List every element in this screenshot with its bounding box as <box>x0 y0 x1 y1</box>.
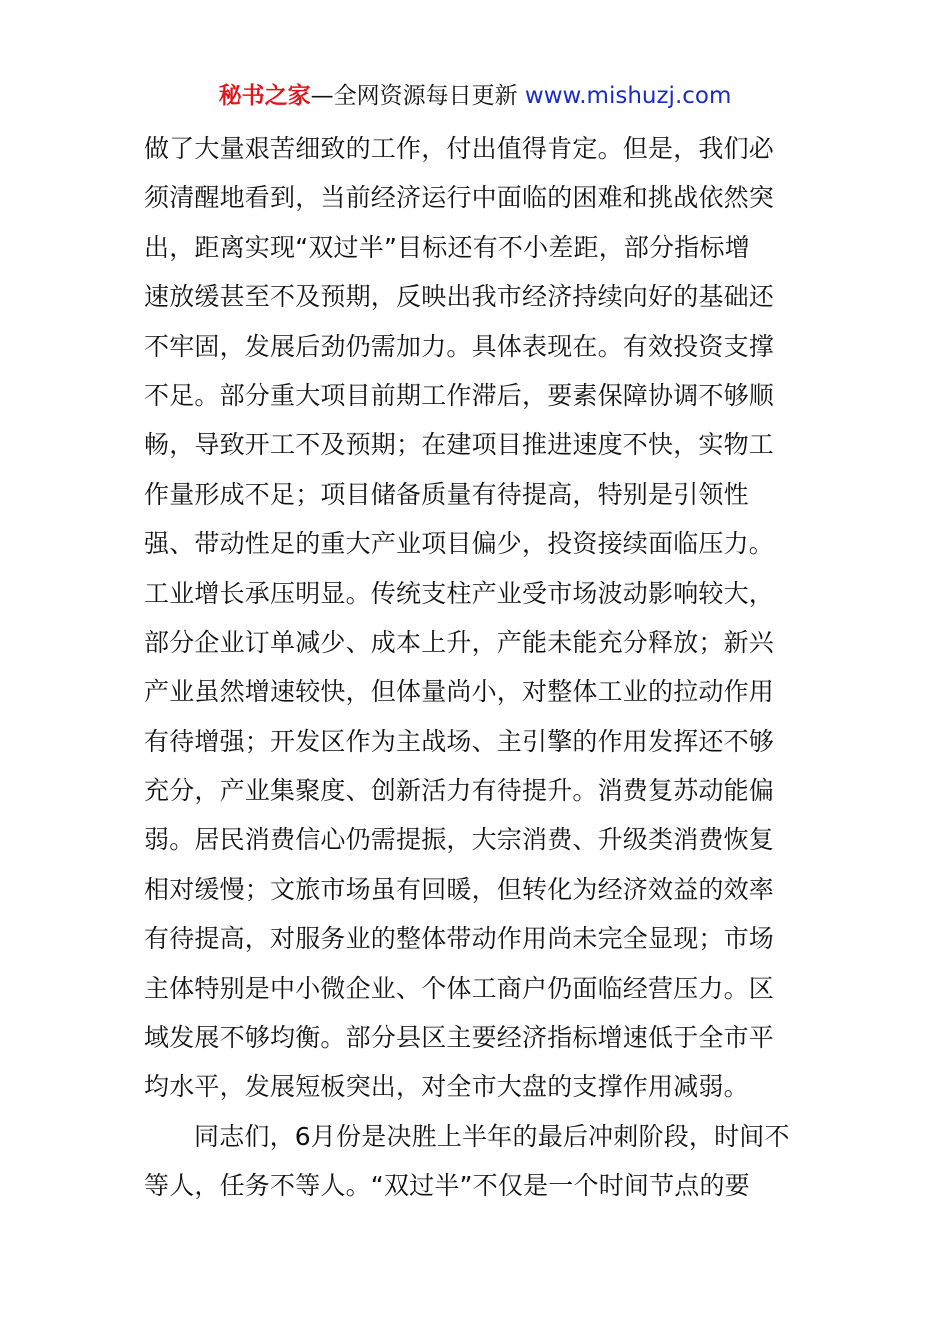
text-line: 强、带动性足的重大产业项目偏少，投资接续面临压力。 <box>144 529 775 559</box>
text-line: 做了大量艰苦细致的工作，付出值得肯定。但是，我们必 <box>144 134 775 163</box>
text-line: 等人，任务不等人。“双过半”不仅是一个时间节点的要 <box>144 1171 750 1201</box>
text-line: 速放缓甚至不及预期，反映出我市经济持续向好的基础还 <box>144 282 775 312</box>
header-slogan: 全网资源每日更新 <box>333 83 518 109</box>
text-line: 出，距离实现“双过半”目标还有不小差距，部分指标增 <box>144 232 750 262</box>
website-link[interactable]: www.mishuzj.com <box>524 83 732 109</box>
text-line: 不牢固，发展后劲仍需加力。具体表现在。有效投资支撑 <box>144 331 775 361</box>
text-line: 均水平，发展短板突出，对全市大盘的支撑作用减弱。 <box>144 1072 749 1102</box>
text-line: 充分，产业集聚度、创新活力有待提升。消费复苏动能偏 <box>144 776 775 806</box>
text-line: 域发展不够均衡。部分县区主要经济指标增速低于全市平 <box>144 1023 775 1053</box>
text-line: 相对缓慢；文旅市场虽有回暖，但转化为经济效益的效率 <box>144 874 775 904</box>
text-line: 有待增强；开发区作为主战场、主引擎的作用发挥还不够 <box>144 726 775 756</box>
text-line: 部分企业订单减少、成本上升，产能未能充分释放；新兴 <box>144 627 775 657</box>
text-line: 产业虽然增速较快，但体量尚小，对整体工业的拉动作用 <box>144 677 775 707</box>
text-line: 有待提高，对服务业的整体带动作用尚未完全显现；市场 <box>144 924 775 954</box>
document-body <box>144 124 814 1211</box>
page-header <box>0 80 950 112</box>
text-line: 畅，导致开工不及预期；在建项目推进速度不快，实物工 <box>144 430 775 460</box>
text-line: 不足。部分重大项目前期工作滞后，要素保障协调不够顺 <box>144 380 775 410</box>
text-line: 作量形成不足；项目储备质量有待提高，特别是引领性 <box>144 479 749 509</box>
brand-name: 秘书之家 <box>218 83 311 109</box>
text-line: 弱。居民消费信心仍需提振，大宗消费、升级类消费恢复 <box>144 825 775 855</box>
header-dash: — <box>310 83 334 109</box>
text-line: 须清醒地看到，当前经济运行中面临的困难和挑战依然突 <box>144 183 775 213</box>
text-line: 工业增长承压明显。传统支柱产业受市场波动影响较大， <box>144 578 775 608</box>
paragraph-start-line: 同志们，6月份是决胜上半年的最后冲刺阶段，时间不 <box>194 1121 790 1151</box>
text-line: 主体特别是中小微企业、个体工商户仍面临经营压力。区 <box>144 973 775 1003</box>
